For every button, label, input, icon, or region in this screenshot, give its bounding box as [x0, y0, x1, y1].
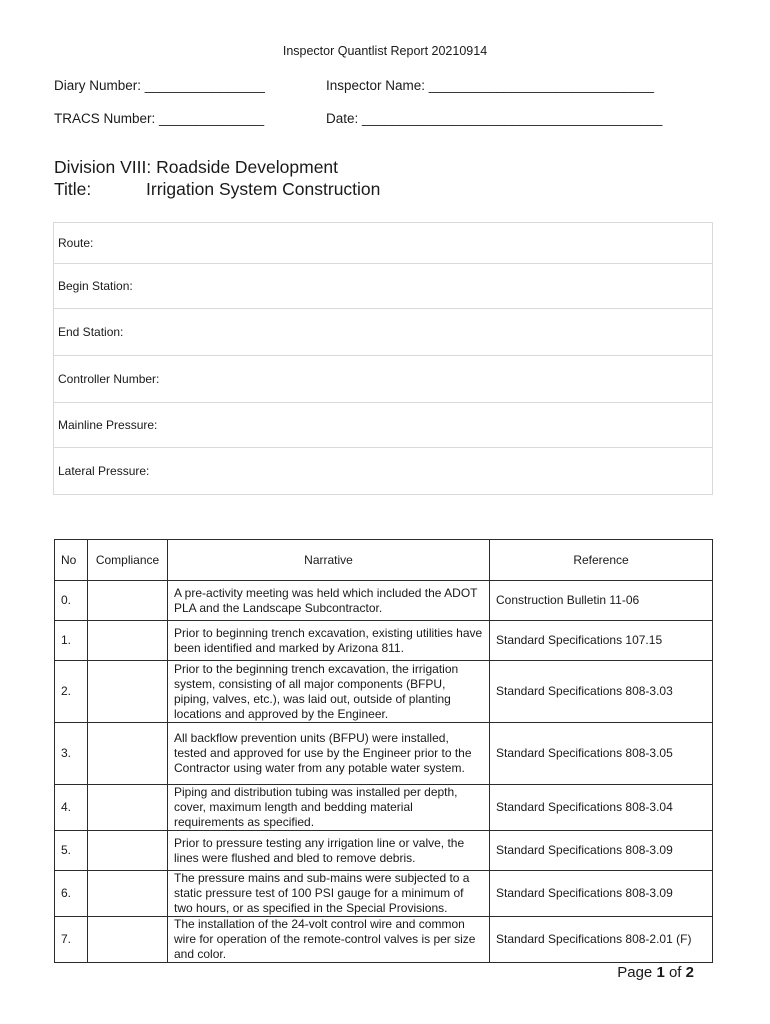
row-compliance[interactable]	[88, 621, 168, 661]
row-no: 3.	[55, 723, 88, 785]
row-compliance[interactable]	[88, 581, 168, 621]
row-narrative: Piping and distribution tubing was installed per depth, cover, maximum length and bedding material requirements as specified.	[168, 785, 490, 831]
page-total: 2	[685, 964, 694, 981]
table-row	[55, 723, 713, 785]
row-reference: Standard Specifications 808-3.04	[490, 785, 713, 831]
row-narrative: A pre-activity meeting was held which included the ADOT PLA and the Landscape Subcontractor.	[168, 581, 490, 621]
division-block	[54, 156, 380, 200]
begin-station-field[interactable]: Begin Station:	[54, 263, 712, 308]
row-narrative: The pressure mains and sub-mains were subjected to a static pressure test of 100 PSI gauge for a minimum of two hours, or as specified in the Special Provisions.	[168, 871, 490, 917]
row-no: 2.	[55, 661, 88, 723]
header-narrative: Narrative	[168, 540, 490, 581]
row-narrative: Prior to beginning trench excavation, existing utilities have been identified and marked by Arizona 811.	[168, 621, 490, 661]
table-row	[55, 917, 713, 963]
row-reference: Standard Specifications 808-3.05	[490, 723, 713, 785]
header-reference: Reference	[490, 540, 713, 581]
table-row	[55, 871, 713, 917]
row-compliance[interactable]	[88, 661, 168, 723]
header-compliance: Compliance	[88, 540, 168, 581]
row-narrative: Prior to pressure testing any irrigation line or valve, the lines were flushed and bled to remove debris.	[168, 831, 490, 871]
page-current: 1	[656, 964, 665, 981]
table-row	[55, 581, 713, 621]
header-no: No	[55, 540, 88, 581]
title-value: Irrigation System Construction	[146, 179, 381, 199]
row-reference: Standard Specifications 808-2.01 (F)	[490, 917, 713, 963]
row-reference: Construction Bulletin 11-06	[490, 581, 713, 621]
page-prefix: Page	[617, 964, 653, 981]
controller-number-field[interactable]: Controller Number:	[54, 355, 712, 402]
row-narrative: Prior to the beginning trench excavation, the irrigation system, consisting of all major components (BFPU, piping, valves, etc.), was laid out, outside of planting locations and approved by the Engineer.	[168, 661, 490, 723]
page-number	[617, 964, 694, 981]
info-fields-box	[53, 222, 713, 495]
tracs-number-field: TRACS Number: ______________	[54, 111, 265, 126]
row-compliance[interactable]	[88, 785, 168, 831]
lateral-pressure-field[interactable]: Lateral Pressure:	[54, 447, 712, 494]
narrative-table	[54, 539, 713, 963]
table-row	[55, 831, 713, 871]
diary-number-field: Diary Number: ________________	[54, 78, 265, 93]
table-row	[55, 661, 713, 723]
row-no: 4.	[55, 785, 88, 831]
row-compliance[interactable]	[88, 871, 168, 917]
row-reference: Standard Specifications 808-3.03	[490, 661, 713, 723]
table-row	[55, 621, 713, 661]
row-compliance[interactable]	[88, 917, 168, 963]
row-no: 6.	[55, 871, 88, 917]
row-no: 5.	[55, 831, 88, 871]
row-no: 7.	[55, 917, 88, 963]
row-narrative: The installation of the 24-volt control wire and common wire for operation of the remote-control valves is per size and color.	[168, 917, 490, 963]
title-label: Title:	[54, 179, 92, 199]
row-no: 1.	[55, 621, 88, 661]
row-compliance[interactable]	[88, 831, 168, 871]
row-reference: Standard Specifications 808-3.09	[490, 871, 713, 917]
division-heading: Division VIII: Roadside Development	[54, 157, 339, 177]
route-field[interactable]: Route:	[58, 236, 94, 250]
row-reference: Standard Specifications 107.15	[490, 621, 713, 661]
mainline-pressure-field[interactable]: Mainline Pressure:	[54, 402, 712, 447]
report-title: Inspector Quantlist Report 20210914	[282, 44, 488, 58]
row-reference: Standard Specifications 808-3.09	[490, 831, 713, 871]
row-compliance[interactable]	[88, 723, 168, 785]
page-of: of	[668, 964, 682, 981]
table-row	[55, 785, 713, 831]
division-title	[54, 178, 380, 200]
table-header-row	[55, 540, 713, 581]
row-narrative: All backflow prevention units (BFPU) were installed, tested and approved for use by the Engineer prior to the Contractor using water from any potable water system.	[168, 723, 490, 785]
end-station-field[interactable]: End Station:	[54, 308, 712, 355]
inspector-name-field: Inspector Name: ______________________________	[326, 78, 655, 93]
date-field: Date: ________________________________________	[326, 111, 663, 126]
row-no: 0.	[55, 581, 88, 621]
